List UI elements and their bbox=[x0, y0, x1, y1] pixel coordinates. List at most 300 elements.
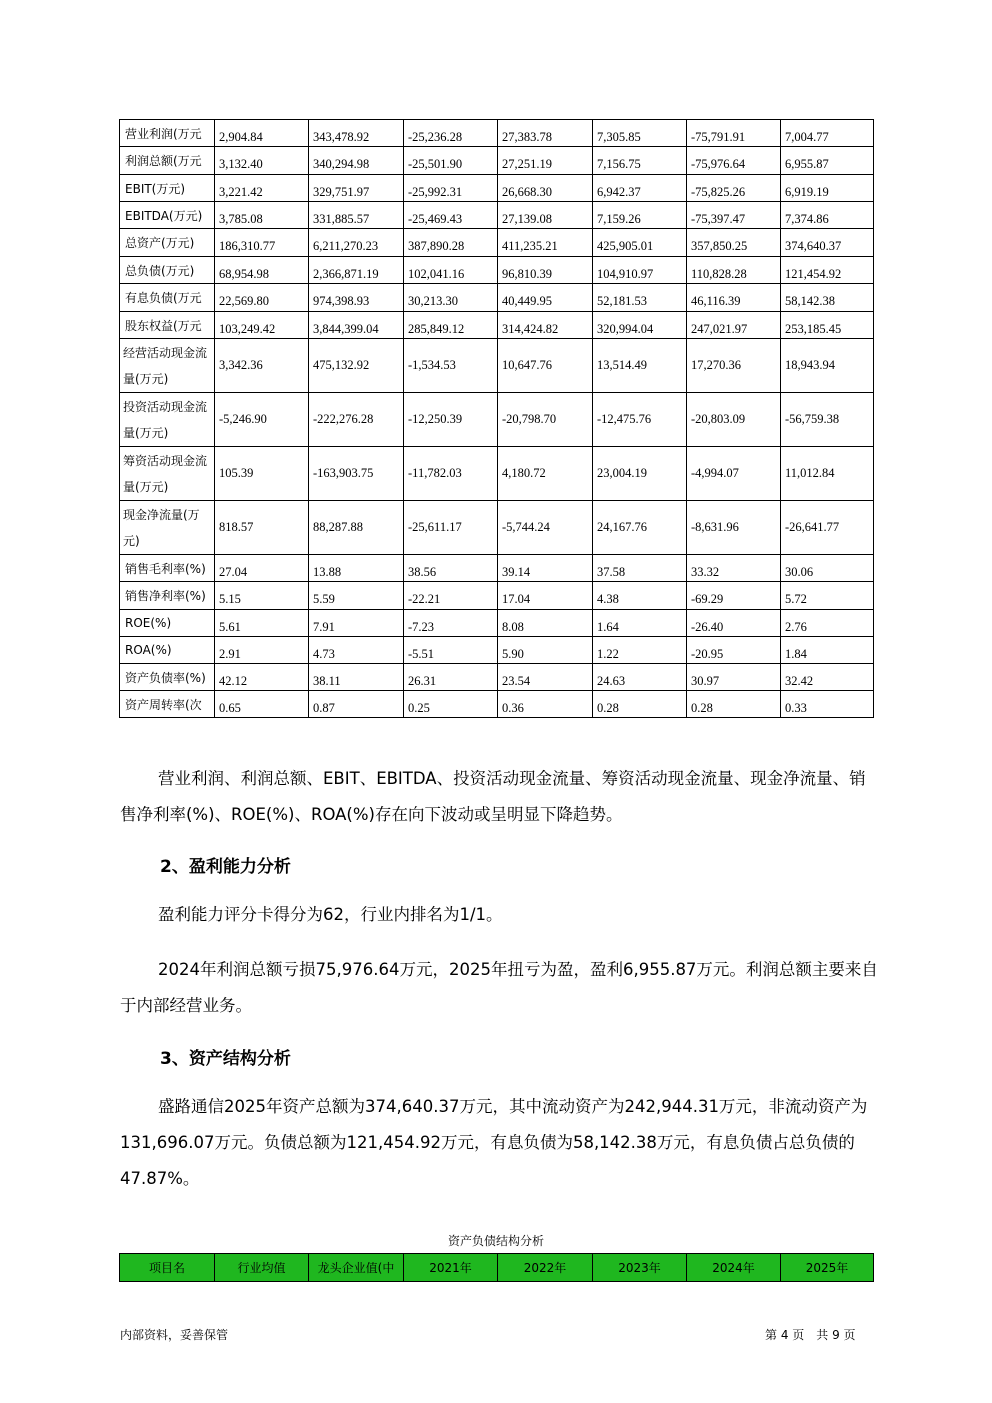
profit-total-paragraph: 2024年利润总额亏损75,976.64万元，2025年扭亏为盈，盈利6,955.87万元。利润总额主要来自于内部经营业务。 bbox=[120, 960, 878, 1015]
value-cell bbox=[215, 147, 309, 175]
value-cell bbox=[687, 664, 781, 691]
value-text: -75,397.47 bbox=[691, 211, 746, 226]
value-cell bbox=[498, 202, 593, 229]
value-cell bbox=[687, 582, 781, 610]
balance-table-caption: 资产负债结构分析 bbox=[447, 1234, 544, 1248]
value-text: 11,012.84 bbox=[785, 466, 835, 480]
table-row bbox=[120, 637, 874, 664]
value-text: -5,246.90 bbox=[219, 412, 267, 426]
value-text: 6,942.37 bbox=[597, 184, 641, 199]
value-cell bbox=[781, 582, 874, 610]
table-row bbox=[120, 610, 874, 637]
value-cell bbox=[498, 610, 593, 637]
value-text: 331,885.57 bbox=[313, 211, 370, 226]
value-cell bbox=[404, 339, 498, 393]
row-label: 投资活动现金流量(万元) bbox=[120, 393, 215, 447]
table-row bbox=[120, 582, 874, 610]
value-cell bbox=[498, 393, 593, 447]
value-cell bbox=[781, 284, 874, 312]
value-text: -22.21 bbox=[408, 592, 441, 606]
row-label: EBIT(万元) bbox=[120, 175, 215, 202]
row-label: ROE(%) bbox=[120, 610, 215, 637]
footer-page-number: 第 4 页 共 9 页 bbox=[765, 1328, 856, 1342]
value-text: -75,825.26 bbox=[691, 184, 746, 199]
value-cell bbox=[498, 501, 593, 555]
value-text: -26.40 bbox=[691, 619, 724, 634]
value-cell bbox=[593, 664, 687, 691]
value-text: 0.28 bbox=[691, 700, 713, 715]
value-cell bbox=[309, 147, 404, 175]
value-text: 2.76 bbox=[785, 619, 807, 634]
value-cell bbox=[215, 257, 309, 284]
header-cell: 2024年 bbox=[687, 1254, 781, 1282]
section-2-heading: 2、盈利能力分析 bbox=[160, 857, 291, 877]
value-text: 285,849.12 bbox=[408, 321, 465, 336]
value-text: 2,366,871.19 bbox=[313, 266, 379, 281]
value-text: 38.56 bbox=[408, 564, 437, 579]
value-cell bbox=[498, 339, 593, 393]
value-cell bbox=[593, 501, 687, 555]
table-row bbox=[120, 202, 874, 229]
value-cell bbox=[309, 202, 404, 229]
value-cell bbox=[215, 501, 309, 555]
value-cell bbox=[687, 229, 781, 257]
value-text: 6,211,270.23 bbox=[313, 239, 379, 253]
value-cell bbox=[781, 447, 874, 501]
value-text: 5.15 bbox=[219, 592, 241, 606]
value-cell bbox=[593, 582, 687, 610]
value-cell bbox=[498, 555, 593, 582]
value-cell bbox=[498, 582, 593, 610]
value-text: 42.12 bbox=[219, 673, 248, 688]
value-cell bbox=[781, 610, 874, 637]
section-3-heading: 3、资产结构分析 bbox=[160, 1049, 291, 1069]
value-cell bbox=[309, 175, 404, 202]
value-cell bbox=[215, 555, 309, 582]
value-cell bbox=[404, 637, 498, 664]
value-text: 314,424.82 bbox=[502, 321, 559, 336]
value-cell bbox=[498, 284, 593, 312]
value-text: -7.23 bbox=[408, 619, 435, 634]
value-cell bbox=[687, 147, 781, 175]
value-cell bbox=[781, 691, 874, 718]
value-text: 5.61 bbox=[219, 619, 241, 634]
value-text: 3,785.08 bbox=[219, 211, 263, 226]
value-cell bbox=[309, 610, 404, 637]
row-label: EBITDA(万元) bbox=[120, 202, 215, 229]
balance-structure-table bbox=[119, 1253, 874, 1282]
value-text: -8,631.96 bbox=[691, 520, 739, 534]
financial-indicators-table bbox=[119, 119, 874, 718]
value-text: 0.33 bbox=[785, 700, 807, 715]
value-cell bbox=[215, 312, 309, 339]
value-cell bbox=[215, 175, 309, 202]
value-text: 24.63 bbox=[597, 673, 626, 688]
table-row bbox=[120, 555, 874, 582]
value-cell bbox=[687, 257, 781, 284]
value-text: -4,994.07 bbox=[691, 466, 739, 480]
value-text: 340,294.98 bbox=[313, 157, 370, 171]
value-text: 32.42 bbox=[785, 673, 814, 688]
value-text: -25,501.90 bbox=[408, 157, 463, 171]
value-text: 68,954.98 bbox=[219, 266, 269, 281]
table-row bbox=[120, 120, 874, 147]
value-cell bbox=[215, 447, 309, 501]
value-text: 7,305.85 bbox=[597, 129, 641, 144]
value-text: 18,943.94 bbox=[785, 358, 835, 372]
value-text: -1,534.53 bbox=[408, 358, 456, 372]
table-row bbox=[120, 284, 874, 312]
value-cell bbox=[215, 610, 309, 637]
row-label: 资产负债率(%) bbox=[120, 664, 215, 691]
table-row bbox=[120, 393, 874, 447]
value-text: -25,992.31 bbox=[408, 184, 463, 199]
value-text: 13.88 bbox=[313, 564, 342, 579]
value-text: 343,478.92 bbox=[313, 129, 370, 144]
profitability-score-paragraph: 盈利能力评分卡得分为62，行业内排名为1/1。 bbox=[158, 905, 503, 924]
value-cell bbox=[309, 555, 404, 582]
value-text: 58,142.38 bbox=[785, 294, 835, 308]
value-text: 425,905.01 bbox=[597, 239, 654, 253]
value-text: 37.58 bbox=[597, 564, 626, 579]
value-text: 103,249.42 bbox=[219, 321, 276, 336]
value-text: 3,342.36 bbox=[219, 358, 263, 372]
value-cell bbox=[593, 555, 687, 582]
value-cell bbox=[215, 284, 309, 312]
value-cell bbox=[781, 312, 874, 339]
value-cell bbox=[593, 202, 687, 229]
value-cell bbox=[498, 229, 593, 257]
value-text: 30,213.30 bbox=[408, 294, 458, 308]
value-text: 186,310.77 bbox=[219, 239, 276, 253]
value-text: 8.08 bbox=[502, 619, 524, 634]
value-text: 5.90 bbox=[502, 646, 524, 661]
value-text: -222,276.28 bbox=[313, 412, 374, 426]
value-text: 24,167.76 bbox=[597, 520, 647, 534]
value-text: 26,668.30 bbox=[502, 184, 552, 199]
value-cell bbox=[309, 664, 404, 691]
header-cell: 龙头企业值(中 bbox=[309, 1254, 404, 1282]
value-text: 7,156.75 bbox=[597, 157, 641, 171]
value-text: 387,890.28 bbox=[408, 239, 465, 253]
value-text: -56,759.38 bbox=[785, 412, 840, 426]
row-label: 资产周转率(次 bbox=[120, 691, 215, 718]
value-cell bbox=[404, 610, 498, 637]
value-cell bbox=[781, 229, 874, 257]
value-text: 52,181.53 bbox=[597, 294, 647, 308]
value-text: 40,449.95 bbox=[502, 294, 552, 308]
value-cell bbox=[781, 175, 874, 202]
value-text: -12,475.76 bbox=[597, 412, 652, 426]
value-cell bbox=[687, 501, 781, 555]
value-text: 320,994.04 bbox=[597, 321, 654, 336]
value-text: 5.59 bbox=[313, 592, 335, 606]
value-cell bbox=[498, 637, 593, 664]
value-cell bbox=[687, 637, 781, 664]
value-text: 30.97 bbox=[691, 673, 720, 688]
row-label: 筹资活动现金流量(万元) bbox=[120, 447, 215, 501]
value-text: 0.87 bbox=[313, 700, 335, 715]
value-text: 39.14 bbox=[502, 564, 531, 579]
value-text: 3,132.40 bbox=[219, 157, 263, 171]
value-text: -11,782.03 bbox=[408, 466, 462, 480]
value-cell bbox=[687, 393, 781, 447]
value-text: -25,236.28 bbox=[408, 129, 463, 144]
value-text: 23,004.19 bbox=[597, 466, 647, 480]
value-text: -5,744.24 bbox=[502, 520, 550, 534]
value-text: 46,116.39 bbox=[691, 294, 741, 308]
row-label: 有息负债(万元 bbox=[120, 284, 215, 312]
value-text: 23.54 bbox=[502, 673, 531, 688]
value-cell bbox=[593, 229, 687, 257]
value-text: -75,791.91 bbox=[691, 129, 746, 144]
value-text: 411,235.21 bbox=[502, 239, 558, 253]
value-cell bbox=[687, 339, 781, 393]
value-cell bbox=[404, 393, 498, 447]
value-cell bbox=[404, 120, 498, 147]
value-text: 10,647.76 bbox=[502, 358, 552, 372]
value-cell bbox=[215, 664, 309, 691]
value-text: 0.28 bbox=[597, 700, 619, 715]
value-text: -5.51 bbox=[408, 646, 435, 661]
table-row bbox=[120, 664, 874, 691]
row-label: 营业利润(万元 bbox=[120, 120, 215, 147]
value-cell bbox=[687, 175, 781, 202]
value-cell bbox=[404, 175, 498, 202]
value-text: 33.32 bbox=[691, 564, 720, 579]
row-label: 销售净利率(%) bbox=[120, 582, 215, 610]
row-label: 销售毛利率(%) bbox=[120, 555, 215, 582]
value-text: 0.36 bbox=[502, 700, 524, 715]
row-label: 总资产(万元) bbox=[120, 229, 215, 257]
value-cell bbox=[404, 691, 498, 718]
value-text: 104,910.97 bbox=[597, 266, 654, 281]
value-text: -20,798.70 bbox=[502, 412, 557, 426]
value-text: 1.22 bbox=[597, 646, 619, 661]
value-text: 17,270.36 bbox=[691, 358, 741, 372]
footer-confidential: 内部资料，妥善保管 bbox=[120, 1328, 229, 1342]
value-cell bbox=[593, 393, 687, 447]
value-text: 7.91 bbox=[313, 619, 335, 634]
value-cell bbox=[404, 147, 498, 175]
value-cell bbox=[404, 501, 498, 555]
value-text: -163,903.75 bbox=[313, 466, 374, 480]
value-cell bbox=[404, 664, 498, 691]
value-cell bbox=[404, 229, 498, 257]
value-cell bbox=[309, 691, 404, 718]
value-text: 38.11 bbox=[313, 673, 341, 688]
header-cell: 2025年 bbox=[781, 1254, 874, 1282]
value-text: 253,185.45 bbox=[785, 321, 842, 336]
value-cell bbox=[309, 582, 404, 610]
row-label: ROA(%) bbox=[120, 637, 215, 664]
value-cell bbox=[404, 447, 498, 501]
value-text: 102,041.16 bbox=[408, 266, 465, 281]
value-text: 22,569.80 bbox=[219, 294, 269, 308]
value-text: 27,139.08 bbox=[502, 211, 552, 226]
header-cell: 项目名 bbox=[120, 1254, 215, 1282]
value-cell bbox=[498, 175, 593, 202]
value-text: 4.38 bbox=[597, 592, 619, 606]
value-text: 1.84 bbox=[785, 646, 807, 661]
value-text: 1.64 bbox=[597, 619, 619, 634]
value-text: 818.57 bbox=[219, 520, 254, 534]
value-cell bbox=[309, 229, 404, 257]
value-text: 3,221.42 bbox=[219, 184, 263, 199]
value-cell bbox=[215, 691, 309, 718]
value-text: 2.91 bbox=[219, 646, 241, 661]
value-cell bbox=[215, 393, 309, 447]
row-label: 经营活动现金流量(万元) bbox=[120, 339, 215, 393]
value-cell bbox=[309, 393, 404, 447]
table-row bbox=[120, 257, 874, 284]
value-text: -20,803.09 bbox=[691, 412, 746, 426]
value-cell bbox=[687, 202, 781, 229]
value-text: 329,751.97 bbox=[313, 184, 370, 199]
value-cell bbox=[593, 175, 687, 202]
value-cell bbox=[215, 339, 309, 393]
value-cell bbox=[498, 257, 593, 284]
value-text: 974,398.93 bbox=[313, 294, 370, 308]
value-cell bbox=[309, 339, 404, 393]
value-cell bbox=[593, 120, 687, 147]
value-cell bbox=[309, 501, 404, 555]
value-text: 27.04 bbox=[219, 564, 248, 579]
value-cell bbox=[498, 147, 593, 175]
value-cell bbox=[781, 393, 874, 447]
asset-structure-paragraph: 盛路通信2025年资产总额为374,640.37万元，其中流动资产为242,944.31万元，非流动资产为131,696.07万元。负债总额为121,454.92万元，有息负债为58,142.38万元，有息负债占总负债的47.87%。 bbox=[120, 1097, 868, 1188]
value-text: 357,850.25 bbox=[691, 239, 748, 253]
value-cell bbox=[593, 610, 687, 637]
value-cell bbox=[781, 202, 874, 229]
table-row bbox=[120, 147, 874, 175]
value-cell bbox=[404, 202, 498, 229]
header-cell: 行业均值 bbox=[215, 1254, 309, 1282]
row-label: 利润总额(万元 bbox=[120, 147, 215, 175]
value-text: 17.04 bbox=[502, 592, 531, 606]
table-row bbox=[120, 175, 874, 202]
value-cell bbox=[498, 664, 593, 691]
value-text: -20.95 bbox=[691, 646, 724, 661]
value-text: 88,287.88 bbox=[313, 520, 363, 534]
value-text: 30.06 bbox=[785, 564, 814, 579]
value-text: 0.65 bbox=[219, 700, 241, 715]
value-cell bbox=[593, 637, 687, 664]
value-text: -25,469.43 bbox=[408, 211, 463, 226]
value-cell bbox=[215, 120, 309, 147]
value-cell bbox=[309, 447, 404, 501]
value-cell bbox=[593, 257, 687, 284]
value-cell bbox=[593, 691, 687, 718]
value-cell bbox=[593, 312, 687, 339]
value-cell bbox=[404, 555, 498, 582]
value-cell bbox=[498, 120, 593, 147]
value-cell bbox=[309, 120, 404, 147]
value-cell bbox=[309, 637, 404, 664]
value-text: 7,004.77 bbox=[785, 129, 829, 144]
value-text: 96,810.39 bbox=[502, 266, 552, 281]
value-cell bbox=[687, 691, 781, 718]
header-cell: 2022年 bbox=[498, 1254, 593, 1282]
value-cell bbox=[687, 555, 781, 582]
value-cell bbox=[781, 637, 874, 664]
table-row bbox=[120, 447, 874, 501]
value-text: 475,132.92 bbox=[313, 358, 370, 372]
value-cell bbox=[781, 147, 874, 175]
value-text: 7,159.26 bbox=[597, 211, 641, 226]
value-cell bbox=[215, 229, 309, 257]
value-cell bbox=[215, 582, 309, 610]
value-cell bbox=[781, 339, 874, 393]
value-cell bbox=[781, 555, 874, 582]
balance-table-header-row bbox=[120, 1254, 874, 1282]
value-cell bbox=[687, 312, 781, 339]
table-row bbox=[120, 339, 874, 393]
value-text: 13,514.49 bbox=[597, 358, 647, 372]
header-cell: 2021年 bbox=[404, 1254, 498, 1282]
value-text: -26,641.77 bbox=[785, 520, 840, 534]
trend-paragraph: 营业利润、利润总额、EBIT、EBITDA、投资活动现金流量、筹资活动现金流量、现金净流量、销售净利率(%)、ROE(%)、ROA(%)存在向下波动或呈明显下降趋势。 bbox=[120, 769, 866, 824]
value-text: -69.29 bbox=[691, 592, 724, 606]
header-cell: 2023年 bbox=[593, 1254, 687, 1282]
value-text: 2,904.84 bbox=[219, 129, 263, 144]
table-row bbox=[120, 501, 874, 555]
value-text: 27,383.78 bbox=[502, 129, 552, 144]
value-text: 374,640.37 bbox=[785, 239, 842, 253]
value-text: 3,844,399.04 bbox=[313, 321, 379, 336]
value-cell bbox=[781, 501, 874, 555]
value-cell bbox=[404, 312, 498, 339]
value-cell bbox=[593, 147, 687, 175]
row-label: 股东权益(万元 bbox=[120, 312, 215, 339]
value-text: 27,251.19 bbox=[502, 157, 552, 171]
value-text: 121,454.92 bbox=[785, 266, 842, 281]
table-row bbox=[120, 229, 874, 257]
value-cell bbox=[309, 257, 404, 284]
value-text: 6,919.19 bbox=[785, 184, 829, 199]
value-text: -25,611.17 bbox=[408, 520, 462, 534]
value-cell bbox=[687, 447, 781, 501]
value-text: 0.25 bbox=[408, 700, 430, 715]
value-cell bbox=[404, 257, 498, 284]
value-cell bbox=[498, 447, 593, 501]
table-row bbox=[120, 312, 874, 339]
value-cell bbox=[498, 691, 593, 718]
value-cell bbox=[593, 284, 687, 312]
value-cell bbox=[781, 257, 874, 284]
value-text: 4,180.72 bbox=[502, 466, 546, 480]
value-cell bbox=[309, 284, 404, 312]
row-label: 总负债(万元) bbox=[120, 257, 215, 284]
value-text: 6,955.87 bbox=[785, 157, 829, 171]
value-cell bbox=[781, 664, 874, 691]
value-cell bbox=[498, 312, 593, 339]
value-cell bbox=[404, 284, 498, 312]
value-text: 105.39 bbox=[219, 466, 254, 480]
value-cell bbox=[687, 610, 781, 637]
value-text: 7,374.86 bbox=[785, 211, 829, 226]
value-cell bbox=[593, 447, 687, 501]
value-cell bbox=[404, 582, 498, 610]
value-cell bbox=[215, 637, 309, 664]
value-cell bbox=[687, 284, 781, 312]
value-cell bbox=[309, 312, 404, 339]
value-cell bbox=[687, 120, 781, 147]
value-cell bbox=[215, 202, 309, 229]
value-text: -12,250.39 bbox=[408, 412, 463, 426]
row-label: 现金净流量(万元) bbox=[120, 501, 215, 555]
table-row bbox=[120, 691, 874, 718]
